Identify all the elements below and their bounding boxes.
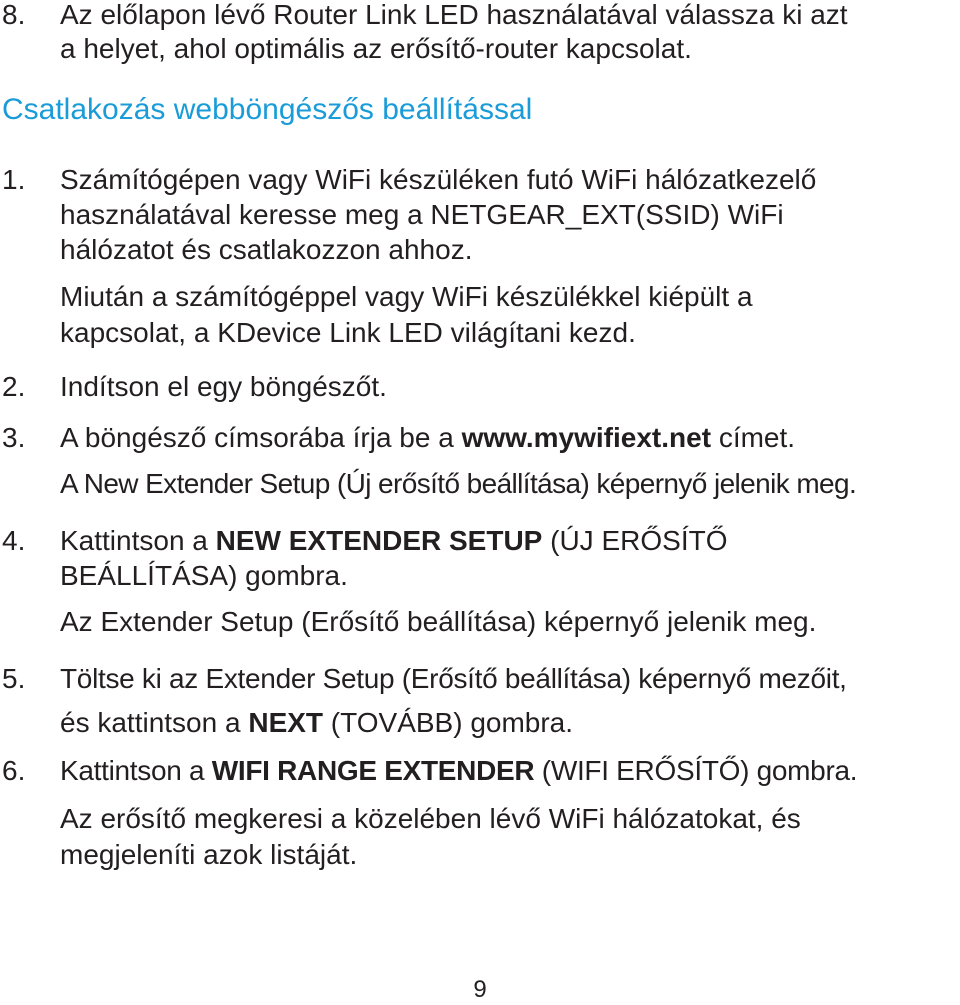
step-8-line-2: a helyet, ahol optimális az erősítő-router kapcsolat. — [60, 33, 692, 64]
step-5-number: 5. — [2, 663, 26, 694]
page-number: 9 — [473, 976, 487, 1003]
step-8-line-1: Az előlapon lévő Router Link LED használatával válassza ki azt — [60, 0, 848, 30]
step-1-line-2: használatával keresse meg a NETGEAR_EXT(SSID) WiFi — [60, 199, 784, 230]
step-1-line-3: hálózatot és csatlakozzon ahhoz. — [60, 234, 473, 265]
step-4-text-post: (ÚJ ERŐSÍTŐ — [542, 525, 728, 556]
step-1-note-1: Miután a számítógéppel vagy WiFi készülékkel kiépült a — [60, 281, 753, 312]
step-1-note-2: kapcsolat, a KDevice Link LED világítani kezd. — [60, 317, 636, 348]
step-5-line-1: Töltse ki az Extender Setup (Erősítő beállítása) képernyő mezőit, — [60, 663, 847, 694]
step-6-note-2: megjeleníti azok listáját. — [60, 839, 358, 870]
step-2-line-1: Indítson el egy böngészőt. — [60, 371, 387, 402]
step-3-url: www.mywifiext.net — [461, 422, 712, 453]
step-6-line-1 — [60, 753, 857, 789]
step-4-note-1: Az Extender Setup (Erősítő beállítása) képernyő jelenik meg. — [60, 606, 817, 637]
step-6-button-name: WIFI RANGE EXTENDER — [211, 755, 535, 786]
step-6-text-pre: Kattintson a — [60, 755, 212, 786]
step-4-number: 4. — [2, 525, 26, 556]
section-title: Csatlakozás webböngészős beállítással — [2, 93, 533, 126]
step-5-text-pre: és kattintson a — [60, 707, 249, 738]
step-5-line-2 — [60, 705, 573, 741]
step-1-number: 1. — [2, 164, 26, 195]
step-2-number: 2. — [2, 371, 26, 402]
step-6-text-post: (WIFI ERŐSÍTŐ) gombra. — [534, 755, 858, 786]
step-4-button-name: NEW EXTENDER SETUP — [215, 525, 543, 556]
step-4-text-pre: Kattintson a — [60, 525, 216, 556]
step-5-button-name: NEXT — [248, 707, 324, 738]
step-3-number: 3. — [2, 422, 26, 453]
step-5-text-post: (TOVÁBB) gombra. — [323, 707, 574, 738]
step-3-text-post: címet. — [711, 422, 796, 453]
step-3-note-1: A New Extender Setup (Új erősítő beállítása) képernyő jelenik meg. — [60, 468, 857, 499]
step-6-number: 6. — [2, 755, 26, 786]
step-3-line-1 — [60, 420, 795, 456]
step-6-note-1: Az erősítő megkeresi a közelében lévő WiFi hálózatokat, és — [60, 803, 801, 834]
step-3-text-pre: A böngésző címsorába írja be a — [60, 422, 462, 453]
step-8-number: 8. — [2, 0, 26, 30]
step-4-line-1 — [60, 523, 727, 559]
step-4-line-2: BEÁLLÍTÁSA) gombra. — [60, 560, 348, 591]
step-1-line-1: Számítógépen vagy WiFi készüléken futó WiFi hálózatkezelő — [60, 164, 817, 195]
